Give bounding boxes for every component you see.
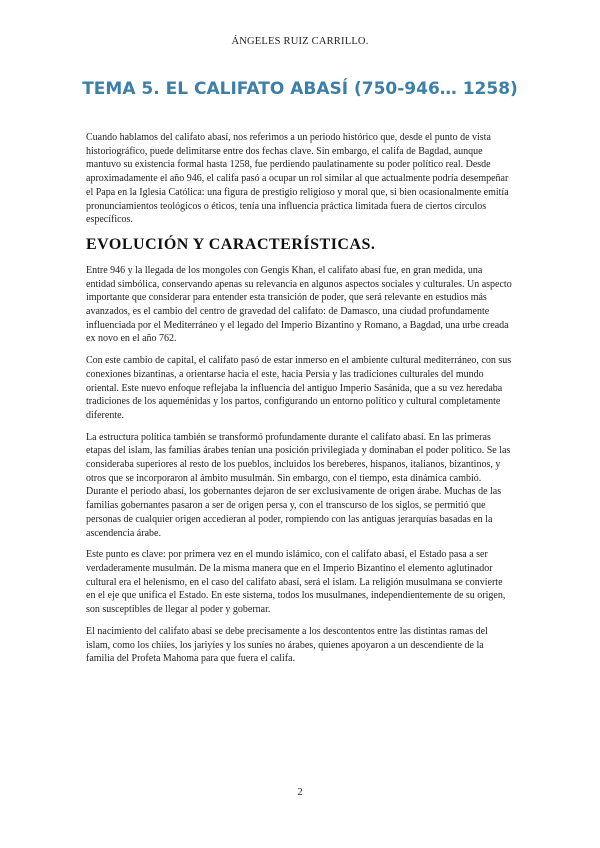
- body-paragraph: Entre 946 y la llegada de los mongoles con Gengis Khan, el califato abasí fue, en gran medida, una entidad simbólica, conservando apenas su relevancia en algunos aspectos sociales y culturales. Un aspecto importante que considerar para entender esta transición de poder, que será relevante en estudios más avanzados, es el cambio del centro de gravedad del califato: de Damasco, una ciudad profundamente influenciada por el Mediterráneo y el legado del Imperio Bizantino y Romano, a Bagdad, una urbe creada ex novo en el año 762.: [86, 264, 512, 345]
- page-number: 2: [297, 787, 303, 798]
- body-text: [86, 131, 514, 674]
- body-paragraph: La estructura política también se transformó profundamente durante el califato abasí. En las primeras etapas del islam, las familias árabes tenían una posición privilegiada y dominaban el poder político. Se las consideraba superiores al resto de los pueblos, incluidos los bereberes, hispanos, italianos, bizantinos, y otros que se incorporaron al ámbito musulmán. Sin embargo, con el tiempo, esta dinámica cambió. Durante el periodo abasí, los gobernantes dejaron de ser exclusivamente de origen árabe. Muchas de las familias gobernantes pasaron a ser de origen persa y, con el transcurso de los siglos, se permitió que personas de cualquier origen accedieran al poder, rompiendo con las antiguas jerarquías basadas en la ascendencia árabe.: [86, 431, 511, 539]
- chapter-title: TEMA 5. EL CALIFATO ABASÍ (750-946… 1258): [82, 79, 518, 99]
- intro-paragraph: Cuando hablamos del califato abasí, nos referimos a un periodo histórico que, desde el punto de vista historiográfico, puede delimitarse entre dos fechas clave. Sin embargo, el califa de Bagdad, aunque mantuvo su existencia formal hasta 1258, fue perdiendo paulatinamente su poder político real. Desde aproximadamente el año 946, el califa pasó a ocupar un rol similar al que actualmente podría desempeñar el Papa en la Iglesia Católica: una figura de prestigio religioso y moral que, si bien ocasionalmente emitía pronunciamientos teológicos o éticos, tenía una influencia práctica limitada fuera de ciertos círculos específicos.: [86, 132, 509, 226]
- section-heading: EVOLUCIÓN Y CARACTERÍSTICAS.: [86, 235, 376, 253]
- running-header: ÁNGELES RUIZ CARRILLO.: [231, 36, 369, 47]
- body-paragraph: Con este cambio de capital, el califato pasó de estar inmerso en el ambiente cultural mediterráneo, con sus conexiones bizantinas, a orientarse hacia el este, hacia Persia y las tradiciones culturales del mundo oriental. Este nuevo enfoque reflejaba la influencia del antiguo Imperio Sasánida, que a su vez heredaba tradiciones de los aqueménidas y los partos, configurando un entorno político y cultural completamente diferente.: [86, 355, 512, 421]
- body-paragraph: El nacimiento del califato abasí se debe precisamente a los descontentos entre las distintas ramas del islam, como los chiíes, los jariyíes y los suníes no árabes, quienes apoyaron a un descendiente de la familia del Profeta Mahoma para que fuera el califa.: [86, 625, 488, 665]
- body-paragraph: Este punto es clave: por primera vez en el mundo islámico, con el califato abasí, el Estado pasa a ser verdaderamente musulmán. De la misma manera que en el Imperio Bizantino el elemento aglutinador cultural era el helenismo, en el caso del califato abasí, será el islam. La religión musulmana se convierte en el eje que unifica el Estado. En este sistema, todos los musulmanes, independientemente de su origen, son susceptibles de llegar al poder y gobernar.: [86, 549, 506, 616]
